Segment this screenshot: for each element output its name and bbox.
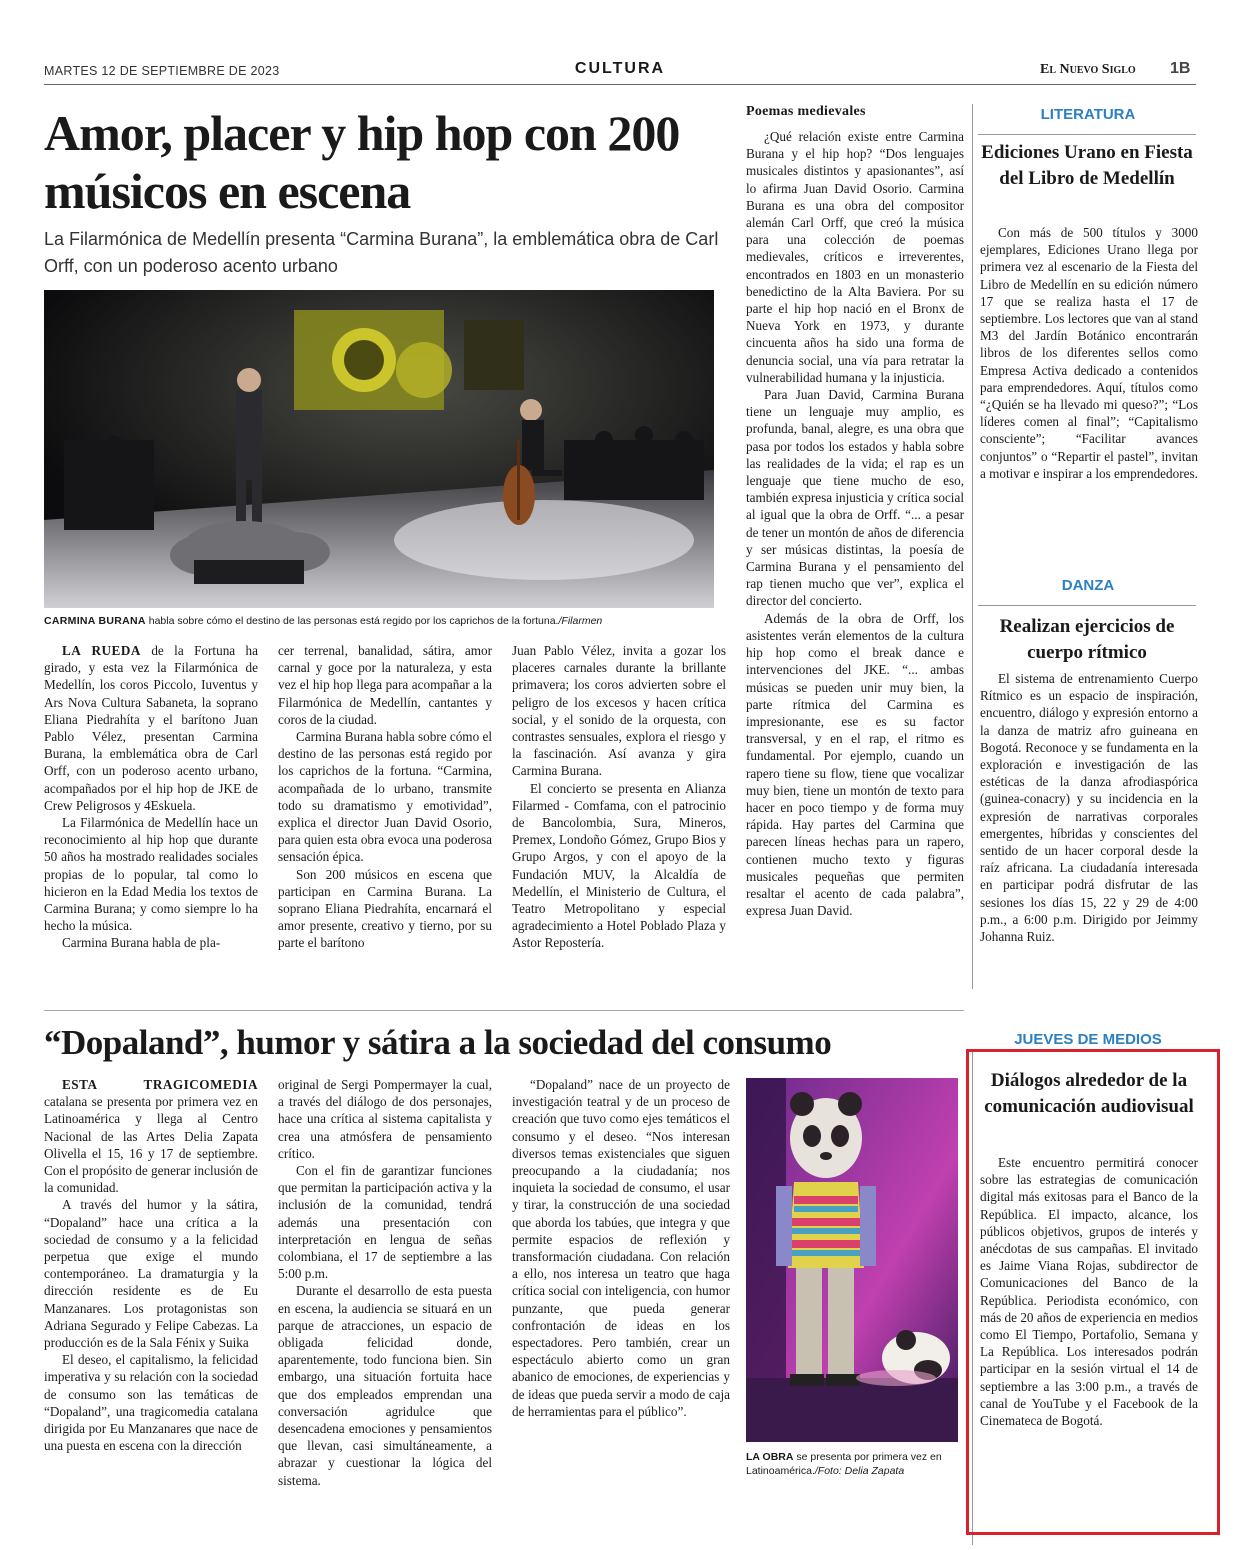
paragraph: cer terrenal, banalidad, sátira, amor carnal y goce por la naturaleza, y esta vez el hip hop llega para acompañar a la Filarmónica de Medellín, cantantes y coros de la ciudad. (278, 643, 492, 727)
main-subheadline: La Filarmónica de Medellín presenta “Carmina Burana”, la emblemática obra de Carl Orff, con un poderoso acento urbano (44, 229, 719, 276)
sidebar-text (980, 1154, 1198, 1429)
dopaland-photo (746, 1078, 958, 1442)
caption-lead: LA OBRA (746, 1451, 794, 1463)
article2-headline: “Dopaland”, humor y sátira a la sociedad del consumo (44, 1023, 832, 1062)
paragraph: El concierto se presenta en Alianza Filarmed - Comfama, con el patrocinio de Bancolombia, Sura, Mineros, Premex, Londoño Gómez, Grupo Bios y Grupo Argos, y con el apoyo de la Fundación MUV, la Alcaldía de Medellín, el Ministerio de Cultura, el Teatro Metropolitano y especial agradecimiento a Hotel Poblado Plaza y Astor Repostería. (512, 780, 726, 951)
paragraph: Juan Pablo Vélez, invita a gozar los placeres carnales durante la brillante primavera; los coros advierten sobre el peligro de los excesos y hacen crítica social, y el sonido de la orquesta, con contrastes sensuales, explora el riesgo y la fascinación. Así avanza y gira Carmina Burana. (512, 643, 726, 779)
paragraph: Carmina Burana habla sobre cómo el destino de las personas está regido por los caprichos de la fortuna. “Carmina, acompañada de lo urbano, transmite todo su dramatismo y emotividad”, explica el director Juan David Osorio, para quien esta obra evoca una poderosa sensación épica. (278, 729, 492, 865)
article2-column-1 (44, 1076, 258, 1454)
header-rule (44, 84, 1196, 85)
paragraph: Para Juan David, Carmina Burana tiene un lenguaje muy amplio, es profunda, banal, alegre, es una obra que pasa por todos los estados y habla sobre las realidades de la vida; el rap es un lenguaje que tiene mucho de eso, también expresa injusticia y crítica social al igual que la obra de Orff. “... a pesar de tener un montón de años de diferencia y ser músicas distintas, la poesía de Carmina Burana y el pensamiento del rap tienen mucho que ver”, explica el director del concierto. (746, 387, 964, 609)
column-divider (972, 104, 973, 989)
sidebar-kicker-danza: DANZA (1061, 577, 1115, 594)
caption-credit: /Foto: Delia Zapata (814, 1465, 905, 1477)
paragraph: “Dopaland” nace de un proyecto de investigación teatral y de un proceso de creación que tuvo como ejes temáticos el consumo y el deseo. “Nos interesan diversos temas existenciales que siguen preocupando a la ciudadanía; nos inquieta la sociedad de consumo, el usar y tirar, la construcción de una sociedad que aborda los tabúes, que integra y que permite espacios de reflexión y transformación ciudadana. Con relación a ello, nos interesa un teatro que haga crítica social con inteligencia, con humor punzante, que pueda generar confrontación de ideas en los espectadores. Pero también, crear un espectáculo abierto como un gran abanico de emociones, de experiencias y de ideas que pueda servir a modo de caja de herramientas para el público”. (512, 1077, 730, 1419)
concert-photo-illustration (44, 290, 714, 608)
paragraph: catalana se presenta por primera vez en Latinoamérica y llega al Centro Nacional de las Artes Delia Zapata Olivella el 15, 16 y 17 de septiembre. Con el propósito de generar inclusión de la comunidad. (44, 1094, 258, 1196)
sidebar-kicker-literatura: LITERATURA (1040, 106, 1136, 123)
newspaper-logo: El Nuevo Siglo (1040, 62, 1136, 77)
sidebar-kicker-medios: JUEVES DE MEDIOS (1014, 1031, 1162, 1048)
paragraph: A través del humor y la sátira, “Dopaland” hace una crítica a la sociedad de consumo y a la felicidad perpetua que exige el mundo contemporáneo. La dramaturgia y la dirección residente es de Eu Manzanares. Los protagonistas son Adriana Segurado y Felipe Cabezas. La producción es de la Sala Fénix y Suika (44, 1197, 258, 1351)
main-column-1 (44, 642, 258, 952)
concert-photo (44, 290, 714, 608)
main-column-3 (512, 642, 726, 952)
sidebar-title: Ediciones Urano en Fiesta del Libro de Medellín (981, 142, 1193, 189)
photo-caption (746, 1450, 960, 1478)
paragraph: El deseo, el capitalismo, la felicidad imperativa y su relación con la sociedad de consumo son las temáticas de “Dopaland”, una tragicomedia catalana dirigida por Eu Manzanares que nace de una puesta en escena con la dirección (44, 1352, 258, 1454)
main-headline: Amor, placer y hip hop con 200 músicos en escena (44, 105, 680, 219)
sidebar-title: Realizan ejercicios de cuerpo rítmico (999, 616, 1175, 663)
lead-in: LA RUEDA (62, 643, 141, 658)
sidebar-rule (978, 605, 1196, 606)
header-date: MARTES 12 DE SEPTIEMBRE DE 2023 (44, 64, 280, 78)
caption-text: se presenta por primera vez en Latinoamérica. (746, 1451, 942, 1477)
header-section: CULTURA (574, 60, 666, 77)
paragraph: Durante el desarrollo de esta puesta en escena, la audiencia se situará en un parque de atracciones, un espacio de obligada felicidad donde, aparentemente, todo funciona bien. Sin embargo, una situación fortuita hace que dos empleados emprendan una conversación agridulce que desencadena emociones y pensamientos que llevan, casi simultáneamente, a abrazar y cuestionar la lógica del sistema. (278, 1283, 492, 1488)
main-column-2 (278, 642, 492, 952)
subhead-poemas: Poemas medievales (746, 104, 866, 119)
paragraph: Carmina Burana habla de pla- (62, 935, 221, 951)
paragraph: La Filarmónica de Medellín hace un reconocimiento al hip hop que durante 50 años ha mostrado realidades sociales propias de lo popular, tal como lo hicieron en la Edad Media los textos de Carmina Burana; y como siempre lo ha hecho la música. (44, 815, 258, 934)
sidebar-text (980, 224, 1198, 482)
photo-caption (44, 614, 714, 628)
page-number: 1B (1170, 60, 1191, 77)
main-column-4 (746, 128, 964, 919)
paragraph: ¿Qué relación existe entre Carmina Burana y el hip hop? “Dos lenguajes musicales distintos y apasionantes”, así lo afirma Juan David Osorio. Carmina Burana es una obra del compositor alemán Carl Orff, que creó la música para una colección de poemas medievales, críticos e irreverentes, encontrados en 1803 en un monasterio benedictino de la Alta Baviera. Por su parte el hip hop nació en el Bronx de Nueva York en 1973, y durante cincuenta años ha sido una forma de denuncia social, una vía para retratar la vulnerabilidad humana y la injusticia. (746, 129, 964, 385)
caption-credit: /Filarmen (558, 615, 603, 627)
article2-column-3 (512, 1076, 730, 1420)
paragraph: original de Sergi Pompermayer la cual, a través del diálogo de dos personajes, hace una crítica al sistema capitalista y crea una atmósfera de pensamiento crítico. (278, 1077, 492, 1161)
caption-lead: CARMINA BURANA (44, 615, 146, 627)
paragraph: El sistema de entrenamiento Cuerpo Rítmico es un espacio de inspiración, encuentro, diálogo y expresión entorno a la danza de matriz afro guineana en Bogotá. Reconoce y se fundamenta en la exploración e investigación de las estéticas de la danza afrodiaspórica (guinea-conacry) y su incidencia en la expresión de narrativas corporales emergentes, híbridas y conscientes del sentido de un hacer corporal desde la raíz africana. La ciudadanía interesada en participar podrá disfrutar de las sesiones los días 15, 22 y 29 de 4:00 p.m., a 6:00 p.m. Dirigido por Jeimmy Johanna Ruiz. (980, 671, 1198, 945)
paragraph: Son 200 músicos en escena que participan en Carmina Burana. La soprano Eliana Piedrahíta, encarnará el amor presente, creativo y tierno, por su parte el barítono (278, 866, 492, 951)
paragraph: Con más de 500 títulos y 3000 ejemplares, Ediciones Urano llega por primera vez al escenario de la Fiesta del Libro de Medellín en su edición número 17 que se realiza hasta el 17 de septiembre. Los lectores que van al stand M3 del Jardín Botánico encontrarán libros de los diferentes sellos como Empresa Activa dedicado a contenidos para emprendedores. Aquí, títulos como “¿Quién se ha llevado mi queso?”; “Los líderes comen al final”; “Capitalismo consciente”; “Facilitar avances conjuntos” o “Repartir el pastel”, invitan a motivar e inspirar a los emprendedores. (980, 225, 1198, 481)
caption-text: habla sobre cómo el destino de las personas está regido por los caprichos de la fortuna. (145, 615, 559, 627)
paragraph: Además de la obra de Orff, los asistentes verán elementos de la cultura hip hop como el break dance e intervenciones del JKE. “... ambas músicas se pueden unir muy bien, la parte rítmica del Carmina es impresionante, ese es su factor transversal, y en el rap, el ritmo es fundamental. Por ejemplo, cuando un rapero tiene su flow, tiene que vocalizar muy bien, tiene un montón de texto para hacer en poco tiempo y de forma muy rápida. Hay partes del Carmina que parecen líneas hechas para un rapero, contienen mucho texto y figuras musicales pequeñas que permiten resaltar el acento de cada palabra”, expresa Juan David. (746, 610, 964, 919)
sidebar-rule (978, 134, 1196, 135)
paragraph: Este encuentro permitirá conocer sobre las estrategias de comunicación digital más exitosas para el Banco de la República. El impacto, alcance, los públicos objetivos, grupos de interés y anécdotas de sus campañas. El invitado es Jaime Viana Rojas, subdirector de Comunicaciones del Banco de la República. Periodista económico, con más de 20 años de experiencia en medios como El Tiempo, Portafolio, Semana y La República. Los interesados podrán participar en la sesión virtual el 14 de septiembre a las 3:00 p.m., a través de canal de YouTube y el Facebook de la Cinemateca de Bogotá. (980, 1155, 1198, 1429)
sidebar-text (980, 670, 1198, 945)
panda-actor-illustration (746, 1078, 958, 1442)
sidebar-title: Diálogos alrededor de la comunicación audiovisual (984, 1070, 1194, 1117)
section-divider (44, 1010, 964, 1011)
paragraph: Con el fin de garantizar funciones que permitan la participación activa y la inclusión de la comunidad, tendrá además una presentación con interpretación en lengua de señas colombiana, el 17 de septiembre a las 5:00 p.m. (278, 1163, 492, 1282)
lead-in: ESTA TRAGICOMEDIA (62, 1077, 258, 1092)
article2-column-2 (278, 1076, 492, 1489)
paragraph: de la Fortuna ha girado, y esta vez la Filarmónica de Medellín, los coros Piccolo, Iuventus y Ars Nova Cultura Sabaneta, la soprano Eliana Piedrahíta y el barítono Juan Pablo Vélez, presentan Carmina Burana, la emblemática obra de Carl Orff, con un poderoso acento urbano, acompañados por el hip hop de JKE de Crew Peligrosos y 4Eskuela. (44, 643, 259, 813)
